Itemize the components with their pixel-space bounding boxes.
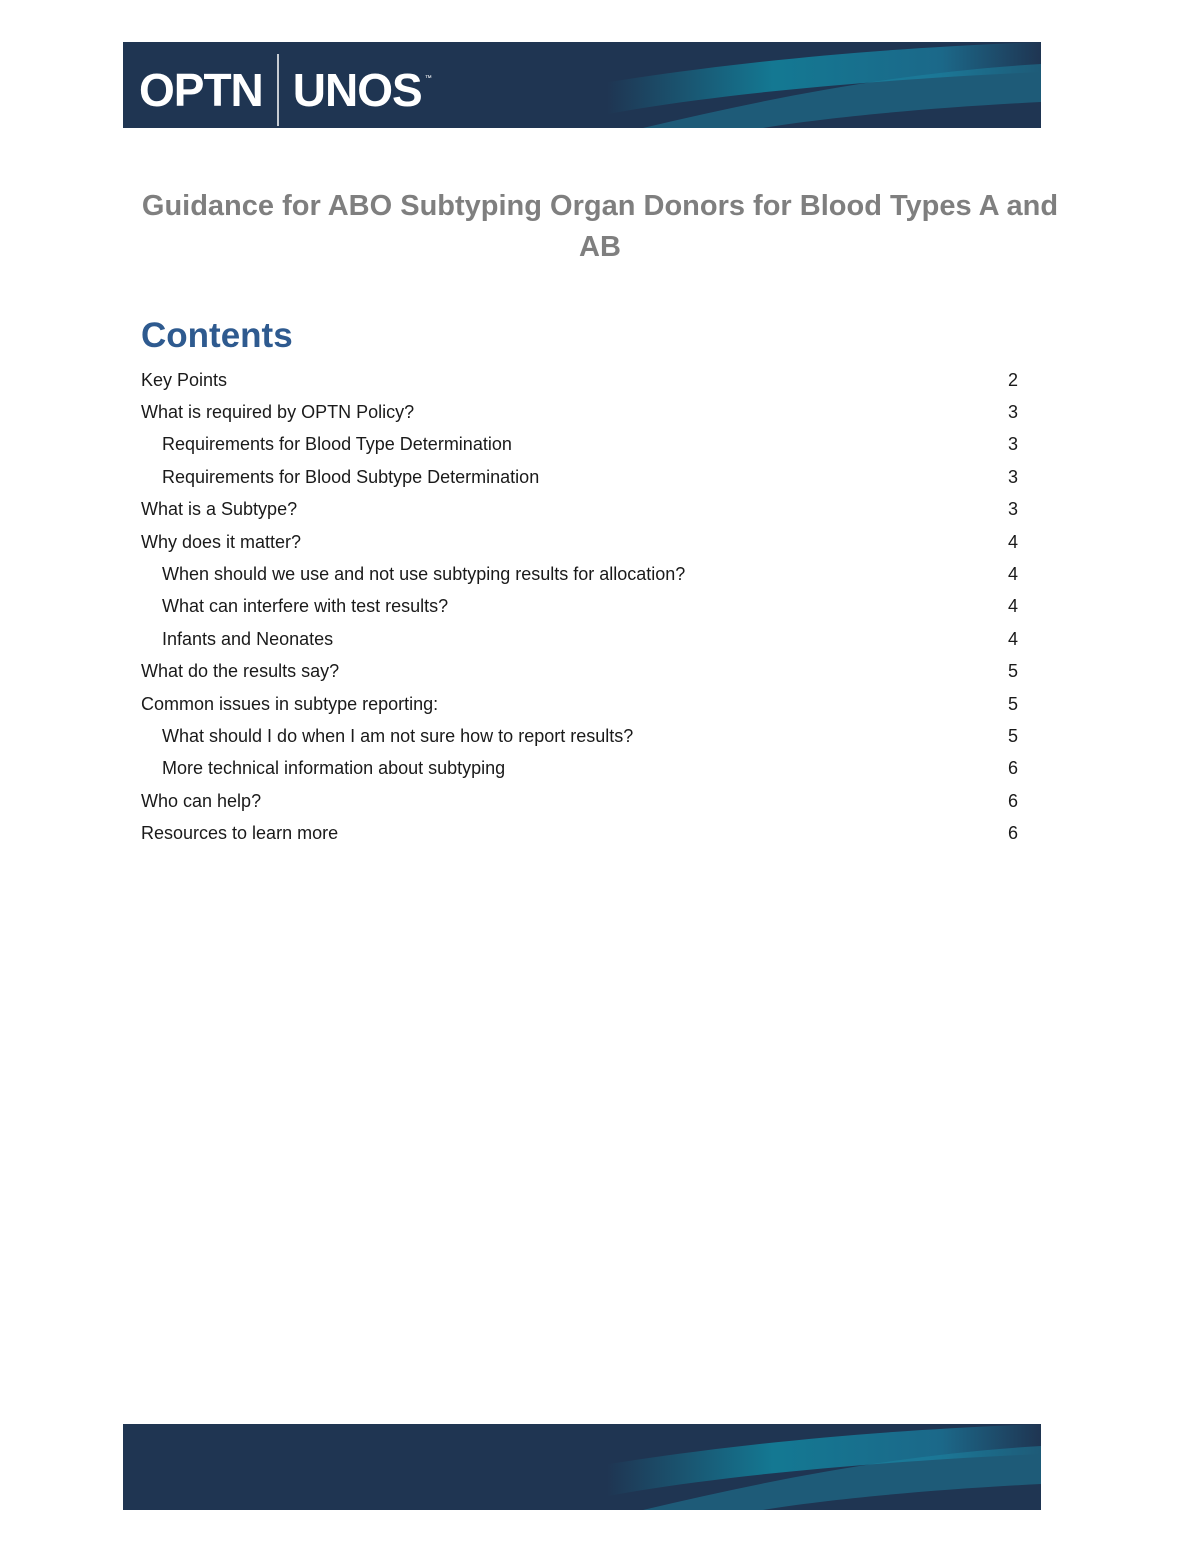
toc-entry-page-number[interactable]: 2 (1007, 369, 1018, 390)
toc-entry[interactable] (141, 591, 1018, 623)
toc-entry[interactable] (141, 656, 1018, 688)
toc-entry-label[interactable]: Who can help? (141, 790, 262, 811)
toc-entry[interactable] (141, 623, 1018, 655)
toc-entry[interactable] (141, 429, 1018, 461)
toc-entry-page-number[interactable]: 4 (1007, 628, 1018, 649)
toc-entry[interactable] (141, 785, 1018, 817)
toc-entry-page-number[interactable]: 3 (1007, 434, 1018, 455)
toc-entry-label[interactable]: What can interfere with test results? (162, 596, 449, 617)
toc-entry-page-number[interactable]: 3 (1007, 466, 1018, 487)
toc-entry-page-number[interactable]: 5 (1007, 661, 1018, 682)
toc-entry[interactable] (141, 558, 1018, 590)
toc-entry[interactable] (141, 688, 1018, 720)
table-of-contents (141, 364, 1018, 850)
logo-optn-text: OPTN (139, 64, 263, 116)
toc-entry-page-number[interactable]: 3 (1007, 402, 1018, 423)
toc-entry-label[interactable]: Key Points (141, 369, 228, 390)
toc-entry[interactable] (141, 461, 1018, 493)
toc-entry-page-number[interactable]: 5 (1007, 693, 1018, 714)
toc-entry-label[interactable]: What should I do when I am not sure how to report results? (162, 725, 634, 746)
toc-entry-page-number[interactable]: 3 (1007, 499, 1018, 520)
toc-entry-label[interactable]: What do the results say? (141, 661, 340, 682)
toc-entry-page-number[interactable]: 4 (1007, 531, 1018, 552)
banner-wave-graphic (123, 1424, 1041, 1510)
toc-entry[interactable] (141, 364, 1018, 396)
toc-entry-label[interactable]: Requirements for Blood Subtype Determination (162, 466, 540, 487)
toc-entry[interactable] (141, 396, 1018, 428)
toc-entry[interactable] (141, 817, 1018, 849)
toc-entry-label[interactable]: Common issues in subtype reporting: (141, 693, 439, 714)
toc-entry[interactable] (141, 526, 1018, 558)
toc-entry-page-number[interactable]: 5 (1007, 725, 1018, 746)
toc-entry-label[interactable]: More technical information about subtyping (162, 758, 506, 779)
toc-entry-label[interactable]: What is required by OPTN Policy? (141, 402, 415, 423)
toc-entry-label[interactable]: Requirements for Blood Type Determination (162, 434, 512, 455)
toc-entry-label[interactable]: When should we use and not use subtyping results for allocation? (162, 564, 686, 585)
toc-entry[interactable] (141, 720, 1018, 752)
toc-entry-page-number[interactable]: 6 (1007, 823, 1018, 844)
logo-divider (277, 54, 279, 126)
contents-heading: Contents (141, 316, 293, 355)
toc-entry-page-number[interactable]: 6 (1007, 758, 1018, 779)
toc-entry[interactable] (141, 753, 1018, 785)
toc-entry-label[interactable]: What is a Subtype? (141, 499, 298, 520)
logo-unos-text: UNOS (292, 64, 422, 116)
header-banner (123, 42, 1041, 128)
optn-unos-logo (139, 60, 432, 120)
toc-entry-label[interactable]: Why does it matter? (141, 531, 302, 552)
document-title: Guidance for ABO Subtyping Organ Donors for Blood Types A and AB (141, 190, 1059, 263)
footer-banner (123, 1424, 1041, 1510)
toc-entry-page-number[interactable]: 6 (1007, 790, 1018, 811)
toc-entry[interactable] (141, 494, 1018, 526)
toc-entry-page-number[interactable]: 4 (1007, 596, 1018, 617)
toc-entry-label[interactable]: Infants and Neonates (162, 628, 334, 649)
toc-entry-page-number[interactable]: 4 (1007, 564, 1018, 585)
logo-trademark: ™ (424, 75, 432, 82)
toc-entry-label[interactable]: Resources to learn more (141, 823, 339, 844)
